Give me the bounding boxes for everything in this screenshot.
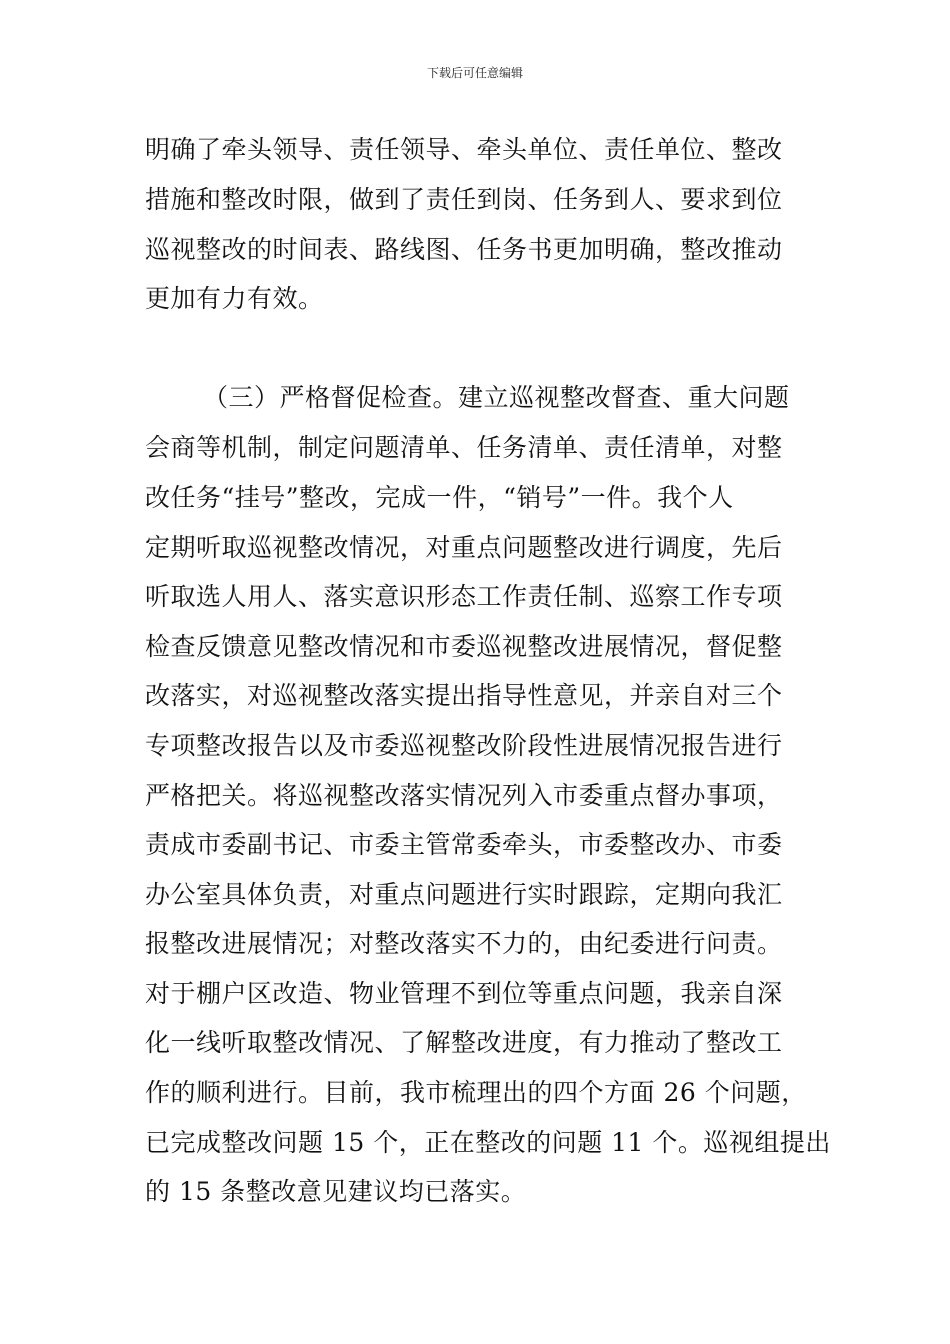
text-line: 专项整改报告以及市委巡视整改阶段性进展情况报告进行	[145, 731, 783, 760]
text-line: 办公室具体负责，对重点问题进行实时跟踪，定期向我汇	[145, 880, 783, 909]
text-line: 听取选人用人、落实意识形态工作责任制、巡察工作专项	[145, 582, 783, 611]
text-line: 对于棚户区改造、物业管理不到位等重点问题，我亲自深	[145, 979, 783, 1008]
text-line: 更加有力有效。	[145, 284, 324, 313]
text-line: 措施和整改时限，做到了责任到岗、任务到人、要求到位	[145, 185, 783, 214]
text-line: 明确了牵头领导、责任领导、牵头单位、责任单位、整改	[145, 135, 783, 164]
text-line: 化一线听取整改情况、了解整改进度，有力推动了整改工	[145, 1028, 783, 1057]
text-line: 已完成整改问题 15 个，正在整改的问题 11 个。巡视组提出	[145, 1128, 831, 1157]
text-line: 严格把关。将巡视整改落实情况列入市委重点督办事项，	[145, 781, 783, 810]
text-line: 巡视整改的时间表、路线图、任务书更加明确，整改推动	[145, 235, 783, 264]
text-line: 检查反馈意见整改情况和市委巡视整改进展情况，督促整	[145, 632, 783, 661]
page-header-note: 下载后可任意编辑	[426, 66, 523, 80]
text-line: 会商等机制，制定问题清单、任务清单、责任清单，对整	[145, 433, 783, 462]
text-line: （三）严格督促检查。建立巡视整改督查、重大问题	[203, 383, 790, 412]
text-line: 作的顺利进行。目前，我市梳理出的四个方面 26 个问题，	[145, 1078, 807, 1107]
text-line: 定期听取巡视整改情况，对重点问题整改进行调度，先后	[145, 533, 783, 562]
text-line: 改落实，对巡视整改落实提出指导性意见，并亲自对三个	[145, 681, 783, 710]
text-line: 报整改进展情况；对整改落实不力的，由纪委进行问责。	[145, 929, 783, 958]
text-line: 改任务“挂号”整改，完成一件，“销号”一件。我个人	[145, 483, 734, 512]
text-line: 责成市委副书记、市委主管常委牵头，市委整改办、市委	[145, 830, 783, 859]
text-line: 的 15 条整改意见建议均已落实。	[145, 1177, 527, 1206]
